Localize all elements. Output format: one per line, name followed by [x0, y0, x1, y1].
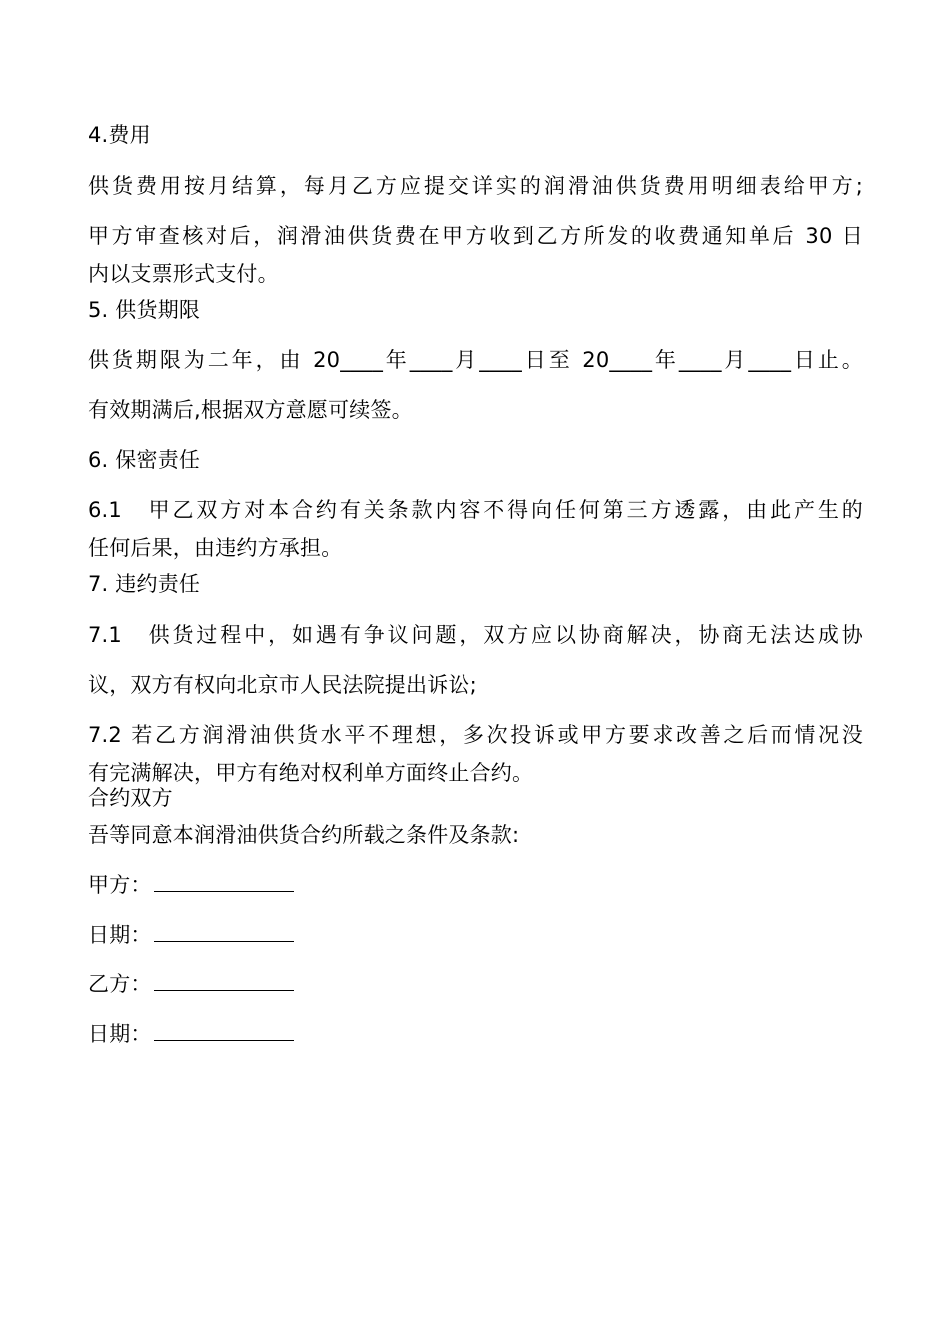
- signature-line-date-a: [88, 921, 294, 949]
- signature-blank: [154, 1020, 294, 1041]
- section-5-heading: 5. 供货期限: [88, 298, 201, 322]
- paragraph-line: 有效期满后,根据双方意愿可续签。: [88, 398, 413, 422]
- signature-label: 乙方：: [88, 972, 152, 996]
- paragraph-line: 议，双方有权向北京市人民法院提出诉讼;: [88, 673, 477, 697]
- paragraph-line: 供货费用按月结算，每月乙方应提交详实的润滑油供货费用明细表给甲方;: [88, 174, 863, 198]
- signature-line-party-b: [88, 970, 294, 998]
- paragraph-line: 任何后果，由违约方承担。: [88, 536, 343, 560]
- paragraph-line: 7.2 若乙方润滑油供货水平不理想，多次投诉或甲方要求改善之后而情况没: [88, 723, 863, 747]
- signature-blank: [154, 970, 294, 991]
- paragraph-line: 供货期限为二年，由 20____年____月____日至 20____年____月____日止。: [88, 348, 863, 372]
- paragraph-line: 内以支票形式支付。: [88, 262, 279, 286]
- paragraph-line: 甲方审查核对后，润滑油供货费在甲方收到乙方所发的收费通知单后 30 日: [88, 224, 863, 248]
- signature-line-party-a: [88, 871, 294, 899]
- section-4-heading: 4.费用: [88, 123, 151, 147]
- paragraph-line: 有完满解决，甲方有绝对权利单方面终止合约。: [88, 761, 534, 785]
- agreement-statement: 吾等同意本润滑油供货合约所载之条件及条款:: [88, 823, 520, 847]
- paragraph-line: 6.1 甲乙双方对本合约有关条款内容不得向任何第三方透露，由此产生的: [88, 498, 863, 522]
- section-6-heading: 6. 保密责任: [88, 448, 201, 472]
- signature-blank: [154, 871, 294, 892]
- parties-heading: 合约双方: [88, 786, 173, 810]
- signature-label: 日期：: [88, 1022, 152, 1046]
- section-7-heading: 7. 违约责任: [88, 572, 201, 596]
- signature-line-date-b: [88, 1020, 294, 1048]
- signature-label: 日期：: [88, 923, 152, 947]
- signature-blank: [154, 921, 294, 942]
- paragraph-line: 7.1 供货过程中，如遇有争议问题，双方应以协商解决，协商无法达成协: [88, 623, 863, 647]
- signature-label: 甲方：: [88, 873, 152, 897]
